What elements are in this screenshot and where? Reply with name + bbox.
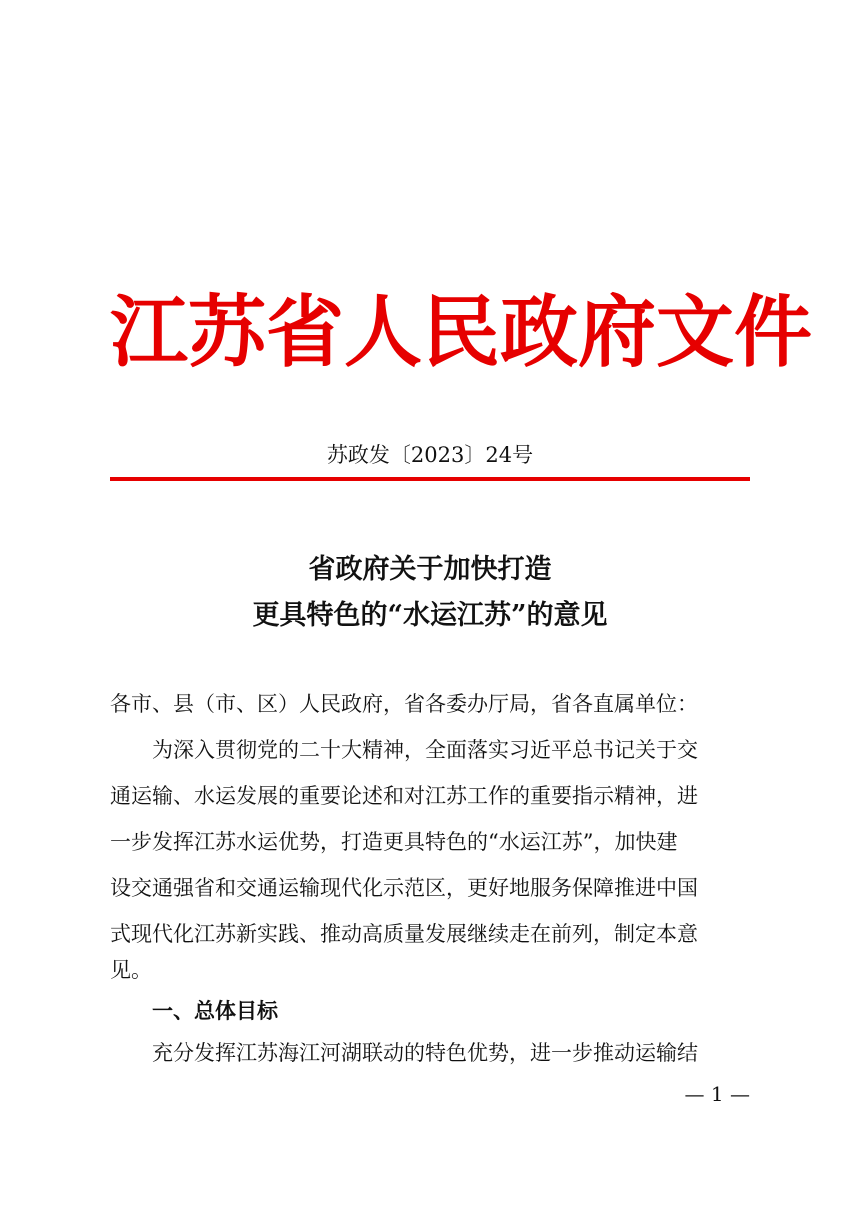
page-number: — 1 — <box>684 1082 750 1106</box>
paragraph-1-line-5: 式现代化江苏新实践、推动高质量发展继续走在前列，制定本意 <box>110 922 698 946</box>
section-heading-overall-goals: 一、总体目标 <box>152 999 278 1023</box>
salutation: 各市、县（市、区）人民政府，省各委办厅局，省各直属单位： <box>110 692 698 716</box>
paragraph-1-line-4: 设交通强省和交通运输现代化示范区，更好地服务保障推进中国 <box>110 876 698 900</box>
paragraph-1-line-6: 见。 <box>110 958 152 982</box>
document-title-line-2: 更具特色的“水运江苏”的意见 <box>252 600 608 631</box>
paragraph-1-line-1: 为深入贯彻党的二十大精神，全面落实习近平总书记关于交 <box>152 738 698 762</box>
document-title-line-1: 省政府关于加快打造 <box>308 554 552 585</box>
document-number: 苏政发〔2023〕24号 <box>326 443 534 467</box>
document-masthead: 江苏省人民政府文件 <box>110 288 813 378</box>
paragraph-2-line-1: 充分发挥江苏海江河湖联动的特色优势，进一步推动运输结 <box>152 1041 698 1065</box>
paragraph-1-line-3: 一步发挥江苏水运优势，打造更具特色的“水运江苏”，加快建 <box>110 830 678 854</box>
paragraph-1-line-2: 通运输、水运发展的重要论述和对江苏工作的重要指示精神，进 <box>110 784 698 808</box>
red-divider-line <box>110 477 750 481</box>
